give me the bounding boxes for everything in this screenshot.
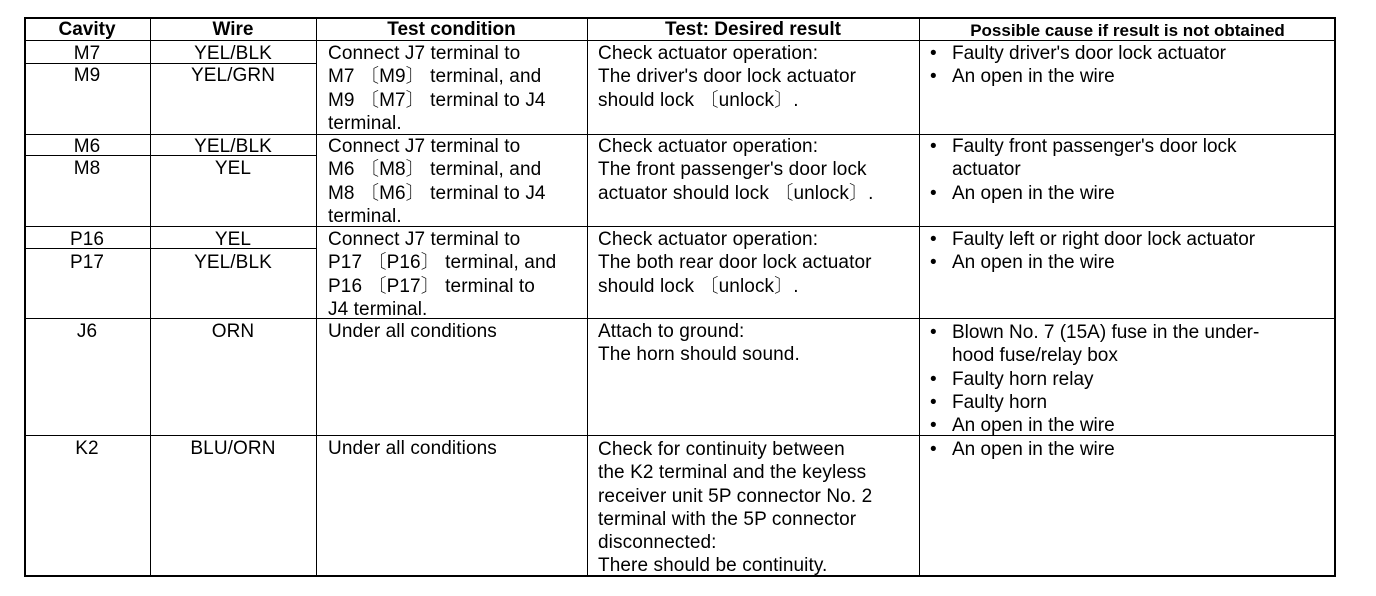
cause-line: actuator: [952, 159, 1021, 181]
cavity-cell: J6: [76, 321, 98, 342]
result-line: The driver's door lock actuator: [598, 66, 857, 88]
cause-line: An open in the wire: [952, 439, 1115, 460]
desired-result-cell: [598, 320, 800, 367]
header-possible-cause: Possible cause if result is not obtained: [970, 21, 1285, 40]
condition-line: Under all conditions: [328, 438, 497, 459]
cavity-cell: M6: [73, 136, 101, 157]
header-cavity: Cavity: [58, 19, 116, 40]
possible-cause-list: [930, 321, 1259, 437]
cause-item: • Faulty left or right door lock actuator: [930, 229, 1256, 250]
possible-cause-list: [930, 42, 1226, 89]
condition-line: Connect J7 terminal to: [328, 136, 521, 157]
test-condition-cell: [328, 135, 546, 228]
cavity-cell: P17: [69, 252, 105, 273]
test-condition-cell: [328, 437, 497, 460]
result-line: the K2 terminal and the keyless: [598, 462, 867, 484]
possible-cause-list: [930, 135, 1237, 205]
cavity-cell: K2: [75, 438, 99, 459]
column-divider: [150, 17, 151, 577]
result-line: There should be continuity.: [598, 555, 828, 577]
result-line: terminal with the 5P connector: [598, 508, 857, 530]
header-wire: Wire: [212, 19, 254, 40]
wire-cell: YEL/BLK: [194, 252, 272, 273]
result-line: Check actuator operation:: [598, 43, 819, 64]
wire-cell: BLU/ORN: [190, 438, 276, 459]
cause-line: Blown No. 7 (15A) fuse in the under-: [952, 322, 1260, 343]
cause-item: • Blown No. 7 (15A) fuse in the under- hood fuse/relay box: [930, 322, 1260, 367]
result-line: The both rear door lock actuator: [598, 252, 872, 274]
cause-line: An open in the wire: [952, 252, 1115, 274]
wire-cell: YEL/BLK: [194, 136, 272, 157]
wire-cell: YEL/GRN: [190, 65, 276, 86]
result-line: Check for continuity between: [598, 439, 845, 460]
cause-item: • An open in the wire: [930, 182, 1237, 205]
header-test-condition: Test condition: [387, 19, 516, 40]
possible-cause-list: [930, 228, 1255, 275]
wire-cell: YEL: [214, 158, 252, 179]
column-divider: [316, 17, 317, 577]
condition-line: P16 〔P17〕 terminal to: [328, 275, 535, 297]
desired-result-cell: [598, 228, 872, 298]
cause-line: Faulty left or right door lock actuator: [952, 229, 1256, 250]
result-line: receiver unit 5P connector No. 2: [598, 485, 873, 507]
cause-line: Faulty front passenger's door lock: [952, 136, 1237, 157]
condition-line: P17 〔P16〕 terminal, and: [328, 252, 557, 274]
condition-line: M9 〔M7〕 terminal to J4: [328, 89, 546, 111]
cause-line: Faulty horn relay: [952, 368, 1094, 390]
condition-line: Under all conditions: [328, 321, 497, 342]
result-line: Check actuator operation:: [598, 229, 819, 250]
cause-item: • Faulty horn: [930, 391, 1259, 414]
test-condition-cell: [328, 228, 556, 321]
result-line: should lock 〔unlock〕.: [598, 275, 799, 297]
cause-item: • Faulty driver's door lock actuator: [930, 43, 1226, 64]
possible-cause-list: [930, 438, 1115, 461]
cavity-cell: M9: [73, 65, 101, 86]
column-divider: [587, 17, 588, 577]
column-divider: [919, 17, 920, 577]
result-line: Attach to ground:: [598, 321, 745, 342]
desired-result-cell: [598, 438, 872, 578]
desired-result-cell: [598, 42, 856, 112]
cause-item: • Faulty horn relay: [930, 368, 1259, 391]
cause-item: • An open in the wire: [930, 414, 1259, 437]
result-line: disconnected:: [598, 532, 717, 554]
cause-item: • An open in the wire: [930, 65, 1226, 88]
test-condition-cell: [328, 42, 546, 135]
result-line: should lock 〔unlock〕.: [598, 89, 799, 111]
cause-line: An open in the wire: [952, 66, 1115, 88]
condition-line: terminal.: [328, 112, 402, 134]
cause-item: • Faulty front passenger's door lock actuator: [930, 136, 1237, 181]
cavity-cell: M8: [73, 158, 101, 179]
wire-cell: ORN: [211, 321, 255, 342]
condition-line: M6 〔M8〕 terminal, and: [328, 159, 542, 181]
wire-cell: YEL/BLK: [194, 43, 272, 64]
result-line: The front passenger's door lock: [598, 159, 867, 181]
result-line: actuator should lock 〔unlock〕.: [598, 182, 874, 204]
cause-line: Faulty horn: [952, 391, 1048, 413]
condition-line: M8 〔M6〕 terminal to J4: [328, 182, 546, 204]
condition-line: M7 〔M9〕 terminal, and: [328, 66, 542, 88]
cavity-cell: P16: [69, 229, 105, 250]
cause-item: • An open in the wire: [930, 439, 1115, 460]
cavity-cell: M7: [73, 43, 101, 64]
cause-line: An open in the wire: [952, 182, 1115, 204]
condition-line: Connect J7 terminal to: [328, 229, 521, 250]
condition-line: Connect J7 terminal to: [328, 43, 521, 64]
row-divider: [24, 318, 1336, 319]
wire-cell: YEL: [214, 229, 252, 250]
cause-line: Faulty driver's door lock actuator: [952, 43, 1226, 64]
test-condition-cell: [328, 320, 497, 343]
cause-item: • An open in the wire: [930, 251, 1255, 274]
condition-line: terminal.: [328, 205, 402, 227]
condition-line: J4 terminal.: [328, 298, 428, 320]
result-line: The horn should sound.: [598, 344, 800, 366]
result-line: Check actuator operation:: [598, 136, 819, 157]
row-divider: [24, 226, 1336, 227]
header-desired-result: Test: Desired result: [665, 19, 841, 40]
cause-line: An open in the wire: [952, 415, 1115, 437]
desired-result-cell: [598, 135, 873, 205]
cause-line: hood fuse/relay box: [952, 345, 1118, 367]
